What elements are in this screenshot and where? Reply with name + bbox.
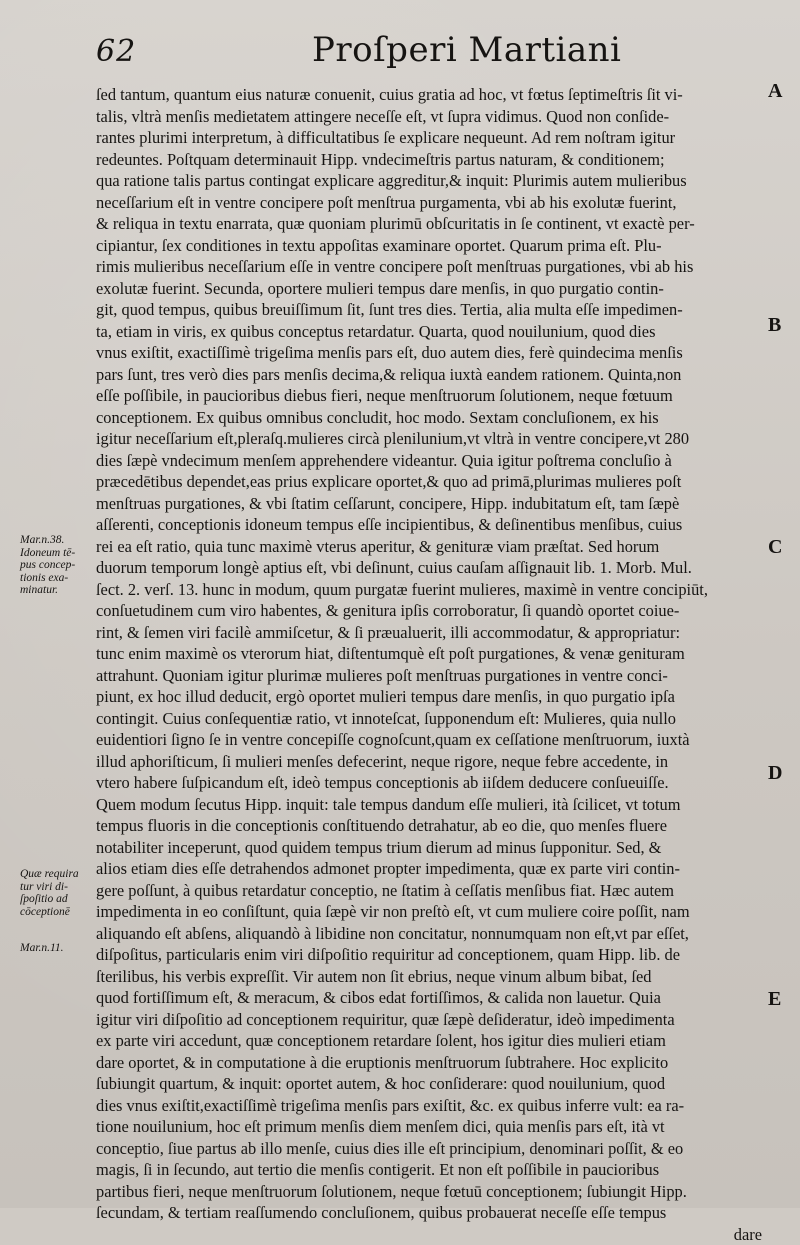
text-line: & reliqua in textu enarrata, quæ quoniam plurimū obſcuritatis in ſe continent, vt exactè per- — [96, 213, 762, 235]
text-line: exolutæ fuerint. Secunda, oportere mulieri tempus dare menſis, in quo purgatio contin- — [96, 278, 762, 300]
text-line: eſſe poſſibile, in paucioribus diebus fieri, neque menſtruorum ſolutionem, neque fœtuum — [96, 385, 762, 407]
text-line: impedimenta in eo conſiſtunt, quia ſæpè vir non preſtò eſt, vt cum muliere coire poſſit, nam — [96, 901, 762, 923]
text-line: vnus exiſtit, exactiſſimè trigeſima menſis pars eſt, duo autem dies, ferè quindecima menſis — [96, 342, 762, 364]
text-line: dies vnus exiſtit,exactiſſimè trigeſima menſis pars exiſtit, &c. ex quibus inferre vult: ea ra- — [96, 1095, 762, 1117]
text-line: partibus fieri, neque menſtruorum ſolutionem, neque fœtuū conceptionem; ſubiungit Hipp. — [96, 1181, 762, 1203]
text-line: conceptionem. Ex quibus omnibus concludit, hoc modo. Sextam concluſionem, ex his — [96, 407, 762, 429]
text-line: ta, etiam in viris, ex quibus conceptus retardatur. Quarta, quod nouilunium, quod dies — [96, 321, 762, 343]
side-note-line: minatur. — [20, 584, 92, 597]
side-note-line: Mar.n.11. — [20, 942, 92, 955]
text-line: euidentiori ſigno ſe in ventre concepiſſe cognoſcunt,quam ex ceſſatione menſtruorum, iuxtà — [96, 729, 762, 751]
side-note-line: Quæ requira — [20, 868, 92, 881]
text-line: igitur viri diſpoſitio ad conceptionem requiritur, quæ ſæpè deſideratur, ideò impedimenta — [96, 1009, 762, 1031]
page-number: 62 — [96, 34, 136, 69]
main-text-block — [96, 84, 762, 1245]
text-line: rimis mulieribus neceſſarium eſſe in ventre concipere poſt menſtruas purgationes, vbi ab his — [96, 256, 762, 278]
side-note-line: tur viri di- — [20, 881, 92, 894]
text-line: pars ſunt, tres verò dies pars menſis decima,& reliqua iuxtà eandem rationem. Quinta,non — [96, 364, 762, 386]
text-line: git, quod tempus, quibus breuiſſimum ſit, ſunt tres dies. Tertia, alia multa eſſe impedimen- — [96, 299, 762, 321]
text-line: menſtruas purgationes, & vbi ſtatim ceſſarunt, concipere, Hipp. indubitatum eſt, tam ſæpè — [96, 493, 762, 515]
text-line: ex parte viri accedunt, quæ conceptionem retardare ſolent, hos igitur dies mulieri etiam — [96, 1030, 762, 1052]
text-line: aliquando eſt abſens, aliquandò à libidine non concitatur, nonnumquam non eſt,vt par eſſet, — [96, 923, 762, 945]
text-line: redeuntes. Poſtquam determinauit Hipp. vndecimeſtris partus naturam, & conditionem; — [96, 149, 762, 171]
text-line: tempus fluoris in die conceptionis conſtituendo detrahatur, ab eo die, quo menſes fluere — [96, 815, 762, 837]
text-line: tione nouilunium, hoc eſt primum menſis diem menſem dici, quia menſis pars eſt, ità vt — [96, 1116, 762, 1138]
side-note-line: ſpoſitio ad — [20, 893, 92, 906]
catchword: dare — [96, 1224, 762, 1245]
running-head: Proſperi Martiani — [312, 30, 621, 70]
text-line: igitur neceſſarium eſt,pleraſq.mulieres circà plenilunium,vt vltrà in ventre concipere,vt 280 — [96, 428, 762, 450]
margin-letter-c: C — [768, 536, 782, 559]
text-line: ſterilibus, his verbis expreſſit. Vir autem non ſit ebrius, neque vinum album bibat, ſed — [96, 966, 762, 988]
side-note-line: pus concep- — [20, 559, 92, 572]
text-line: dare oportet, & in computatione à die eruptionis menſtruorum ſubtrahere. Hoc explicito — [96, 1052, 762, 1074]
text-line: ſect. 2. verſ. 13. hunc in modum, quum purgatæ fuerint mulieres, maximè in ventre concipiūt, — [96, 579, 762, 601]
text-line: rei ea eſt ratio, quia tunc maximè vterus aperitur, & genituræ viam præſtat. Sed horum — [96, 536, 762, 558]
text-line: notabiliter inceperunt, quod quidem tempus trium dierum ad minus ſupponitur. Sed, & — [96, 837, 762, 859]
margin-letter-d: D — [768, 762, 782, 785]
text-line: magis, ſi in ſecundo, aut tertio die menſis contigerit. Et non eſt poſſibile in paucioribus — [96, 1159, 762, 1181]
text-line: vtero habere ſuſpicandum eſt, ideò tempus conceptionis ab iiſdem deducere conſueuiſſe. — [96, 772, 762, 794]
text-line: talis, vltrà menſis medietatem attingere neceſſe eſt, vt ſupra vidimus. Quod non conſide- — [96, 106, 762, 128]
text-line: gere poſſunt, à quibus retardatur conceptio, ne ſtatim à ceſſatis menſibus fiat. Hæc autem — [96, 880, 762, 902]
text-line: conſuetudinem cum viro habentes, & genitura ipſis corroboratur, ſi quandò oportet coiue- — [96, 600, 762, 622]
text-line: ſed tantum, quantum eius naturæ conuenit, cuius gratia ad hoc, vt fœtus ſeptimeſtris ſit vi- — [96, 84, 762, 106]
text-line: neceſſarium eſt in ventre concipere poſt menſtrua purgamenta, vbi ab his exolutæ fuerint, — [96, 192, 762, 214]
text-line: piunt, ex hoc illud deducit, ergò oportet mulieri tempus dare menſis, in quo purgatio ipſa — [96, 686, 762, 708]
text-line: duorum temporum longè aptius eſt, vbi deſinunt, cuius cauſam aſſignauit lib. 1. Morb. Mul. — [96, 557, 762, 579]
side-note-line: tionis exa- — [20, 572, 92, 585]
text-line: ſubiungit quartum, & inquit: oportet autem, & hoc conſiderare: quod nouilunium, quod — [96, 1073, 762, 1095]
text-line: conceptio, ſiue partus ab illo menſe, cuius dies ille eſt principium, denominari poſſit, & eo — [96, 1138, 762, 1160]
side-note-disposition — [20, 868, 92, 918]
side-note-line: cōceptionē — [20, 906, 92, 919]
side-note-reference — [20, 942, 92, 955]
margin-letter-e: E — [768, 988, 781, 1011]
text-line: præcedētibus dependet,eas prius explicare oportet,& quo ad primā,plurimas mulieres poſt — [96, 471, 762, 493]
margin-letter-a: A — [768, 80, 782, 103]
text-line: rint, & ſemen viri facilè ammiſcetur, & ſi præualuerit, illi accommodatur, & appropriatur: — [96, 622, 762, 644]
side-note-conception-time — [20, 534, 92, 597]
margin-letter-b: B — [768, 314, 781, 337]
text-line: qua ratione talis partus contingat explicare aggreditur,& inquit: Plurimis autem mulieribus — [96, 170, 762, 192]
text-line: illud aphoriſticum, ſi mulieri menſes defecerint, neque rigore, neque febre accedente, in — [96, 751, 762, 773]
text-line: ſecundam, & tertiam reaſſumendo concluſionem, quibus probauerat neceſſe eſſe tempus — [96, 1202, 762, 1224]
side-note-line: Mar.n.38. — [20, 534, 92, 547]
text-line: attrahunt. Quoniam igitur plurimæ mulieres poſt menſtruas purgationes in ventre conci- — [96, 665, 762, 687]
side-note-line: Idoneum tē- — [20, 547, 92, 560]
text-line: aſſerenti, conceptionis idoneum tempus eſſe incipientibus, & deſinentibus menſibus, cuius — [96, 514, 762, 536]
text-line: cipiantur, ſex conditiones in textu appoſitas examinare oportet. Quarum prima eſt. Plu- — [96, 235, 762, 257]
text-line: diſpoſitus, particularis enim viri diſpoſitio requiritur ad conceptionem, quam Hipp. lib. de — [96, 944, 762, 966]
text-line: contingit. Cuius conſequentiæ ratio, vt innoteſcat, ſupponendum eſt: Mulieres, quia nullo — [96, 708, 762, 730]
text-line: quod fortiſſimum eſt, & meracum, & cibos edat fortiſſimos, & calida non lauetur. Quia — [96, 987, 762, 1009]
text-line: Quem modum ſecutus Hipp. inquit: tale tempus dandum eſſe mulieri, ità ſcilicet, vt totum — [96, 794, 762, 816]
text-line: alios etiam dies eſſe detrahendos admonet propter impedimenta, quæ ex parte viri contin- — [96, 858, 762, 880]
text-line: rantes plurimi interpretum, à difficultatibus ſe explicare nequeunt. Ad rem noſtram igitur — [96, 127, 762, 149]
text-line: tunc enim maximè os vterorum hiat, diſtentumquè eſt poſt purgationes, & venæ genituram — [96, 643, 762, 665]
text-line: dies ſæpè vndecimum menſem apprehendere videantur. Quia igitur poſtrema concluſio à — [96, 450, 762, 472]
